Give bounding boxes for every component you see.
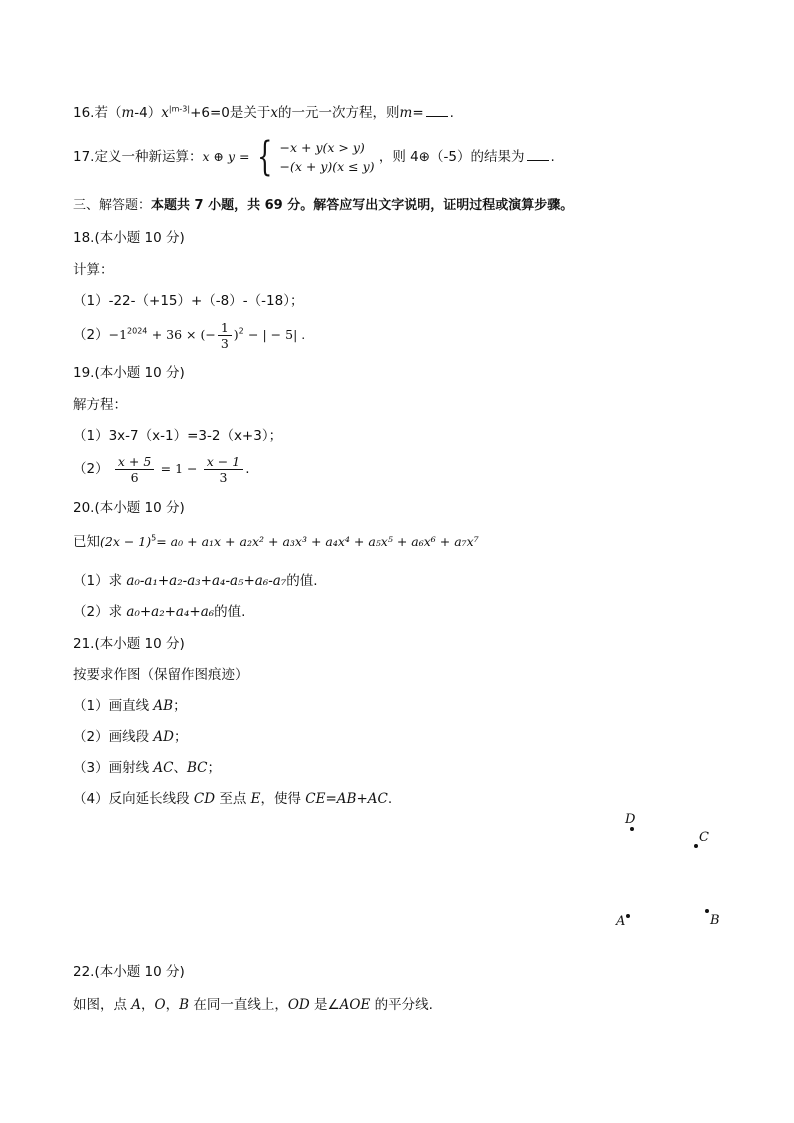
question-21-part4: （4）反向延长线段 CD 至点 E，使得 CE=AB+AC. — [73, 791, 393, 807]
question-19-part1: （1）3x-7（x-1）=3-2（x+3）； — [73, 428, 283, 444]
question-19-header: 19.(本小题 10 分) — [73, 365, 185, 381]
question-18-header: 18.(本小题 10 分) — [73, 230, 185, 246]
left-brace: { — [256, 134, 273, 180]
question-22-header: 22.(本小题 10 分) — [73, 964, 185, 980]
question-20-part2: （2）求 a₀+a₂+a₄+a₆的值. — [73, 604, 246, 620]
question-22-text: 如图，点 A，O，B 在同一直线上，OD 是∠AOE 的平分线. — [73, 997, 433, 1013]
point-c — [694, 844, 698, 848]
fraction: $\frac{1}{3}$ — [218, 320, 232, 351]
answer-blank[interactable] — [527, 148, 549, 161]
question-18-part2: $(2)-1^{2024} + 36$ × (− $\frac{1}{3}$ )$^2$ − | − 5| . — [73, 319, 306, 351]
fraction: $\frac{x + 5}{6}$ — [115, 454, 154, 485]
answer-blank[interactable] — [426, 104, 448, 117]
question-19-part2: （2） $\frac{x + 5}{6}$ = 1 − $\frac{x - 1}{3}$ . — [73, 453, 250, 485]
question-19-intro: 解方程： — [73, 397, 127, 413]
question-20-equation: 已知$(2x - 1)^5= a_0 + a_1x + a_2x^2 + a_3x^3 + a_4x^4 + a_5x^5 + a_6x^6 + a_7x^7$ — [73, 533, 479, 550]
question-17: 17.定义一种新运算：x ⊕ y = { −x + y(x > y) −(x + y)(x ≤ y) ，则 4⊕（-5）的结果为 . — [73, 134, 555, 180]
question-21-header: 21.(本小题 10 分) — [73, 636, 185, 652]
point-label-b: B — [710, 913, 720, 928]
question-21-intro: 按要求作图（保留作图痕迹） — [73, 667, 249, 683]
fraction: $\frac{x - 1}{3}$ — [204, 454, 243, 485]
point-label-d: D — [625, 812, 636, 827]
question-20-header: 20.(本小题 10 分) — [73, 500, 185, 516]
question-21-part1: （1）画直线 AB； — [73, 698, 187, 714]
point-b — [705, 909, 709, 913]
point-a — [626, 914, 630, 918]
question-20-part1: （1）求 a₀-a₁+a₂-a₃+a₄-a₅+a₆-a₇的值. — [73, 573, 318, 589]
question-18-intro: 计算： — [73, 262, 114, 278]
point-label-a: A — [616, 914, 626, 929]
question-21-part2: （2）画线段 AD； — [73, 729, 188, 745]
question-21-part3: （3）画射线 AC、BC； — [73, 760, 221, 776]
section-heading: 三、解答题：本题共 7 小题，共 69 分。解答应写出文字说明，证明过程或演算步骤。 — [73, 198, 574, 213]
question-18-part1: （1）-22-（+15）+（-8）-（-18）； — [73, 293, 304, 309]
point-d — [630, 827, 634, 831]
question-16: 16.若$(m-4)x^{|m-3|}+6=0$是关于x的一元一次方程，则m= . — [73, 104, 454, 121]
piecewise-cases: −x + y(x > y) −(x + y)(x ≤ y) — [279, 140, 375, 174]
point-label-c: C — [699, 830, 709, 845]
